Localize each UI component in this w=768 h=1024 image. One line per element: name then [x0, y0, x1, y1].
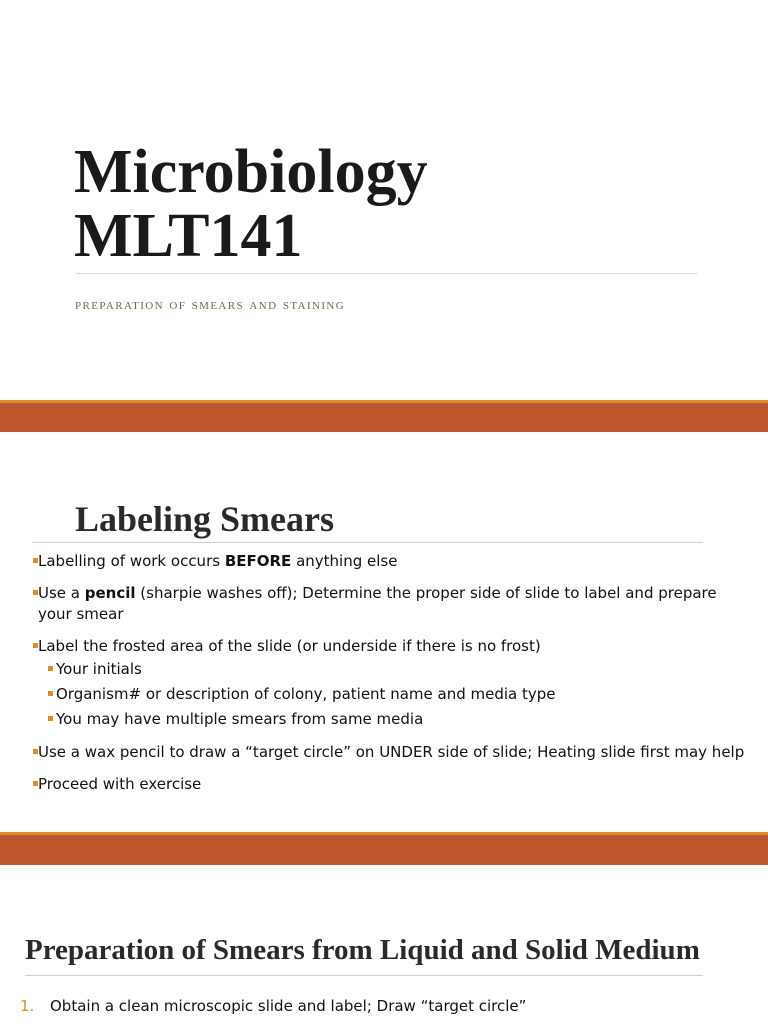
title-line-1: Microbiology	[74, 138, 428, 206]
bullet-icon	[33, 590, 38, 595]
preparation-heading: Preparation of Smears from Liquid and Solid Medium	[25, 934, 700, 966]
title-divider-line	[76, 273, 698, 274]
slide-separator	[0, 400, 768, 432]
list-item: Use a pencil (sharpie washes off); Determine the proper side of slide to label and prepare your smear	[32, 583, 752, 625]
bullet-icon	[48, 666, 53, 671]
emphasis-text: BEFORE	[224, 552, 292, 570]
labeling-smears-heading: Labeling Smears	[75, 499, 335, 539]
bullet-icon	[33, 643, 38, 648]
slide-separator	[0, 832, 768, 865]
bullet-icon	[48, 716, 53, 721]
bullet-icon	[33, 749, 38, 754]
title-slide	[0, 0, 768, 400]
heading-divider-line	[25, 975, 703, 976]
bullet-icon	[33, 558, 38, 563]
bullet-icon	[48, 691, 53, 696]
list-item: Label the frosted area of the slide (or underside if there is no frost)	[32, 636, 752, 657]
emphasis-text: pencil	[84, 584, 136, 602]
list-subitem: Your initials	[32, 659, 752, 680]
preparation-steps-list	[20, 996, 526, 1017]
list-item: Proceed with exercise	[32, 774, 752, 795]
slide-subtitle: preparation of smears and staining	[75, 296, 346, 313]
slide-title	[74, 140, 428, 268]
list-item	[20, 996, 526, 1017]
labeling-bullet-list	[32, 551, 752, 806]
list-subitem: You may have multiple smears from same media	[32, 709, 752, 730]
title-line-2: MLT141	[74, 202, 303, 270]
step-number: 1.	[20, 997, 35, 1015]
list-subitem: Organism# or description of colony, patient name and media type	[32, 684, 752, 705]
bullet-icon	[33, 781, 38, 786]
step-text: Obtain a clean microscopic slide and label; Draw “target circle”	[50, 997, 527, 1015]
heading-divider-line	[32, 542, 703, 543]
list-item: Labelling of work occurs BEFORE anything else	[32, 551, 752, 572]
list-item: Use a wax pencil to draw a “target circle” on UNDER side of slide; Heating slide first may help	[32, 742, 752, 763]
